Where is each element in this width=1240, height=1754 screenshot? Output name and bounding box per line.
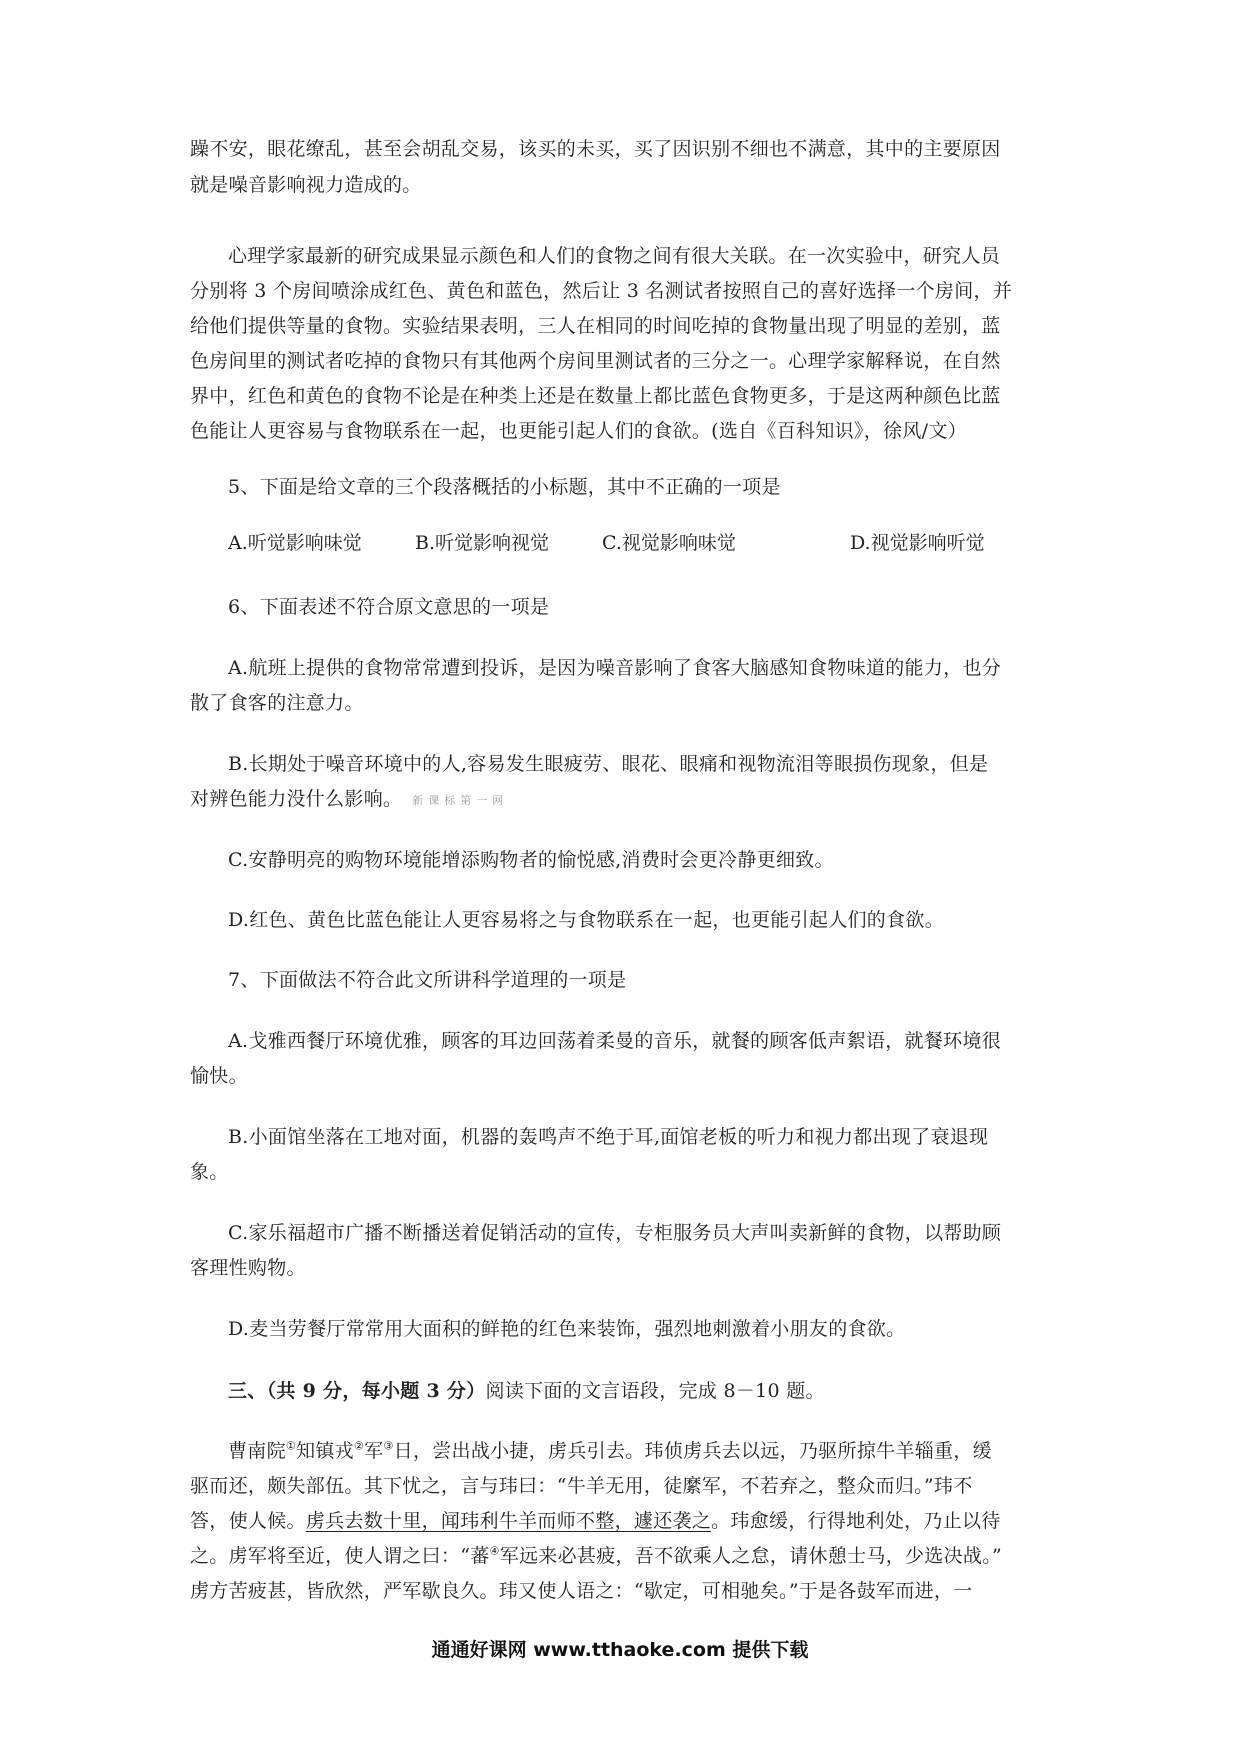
question-5-stem: 5、下面是给文章的三个段落概括的小标题，其中不正确的一项是 — [228, 476, 781, 498]
footnote-marker: ② — [353, 1439, 365, 1453]
text-line: 色房间里的测试者吃掉的食物只有其他两个房间里测试者的三分之一。心理学家解释说，在自然 — [190, 350, 1001, 372]
footnote-marker: ④ — [489, 1544, 500, 1558]
question-7-option-c: 客理性购物。 — [190, 1257, 306, 1279]
question-6-option-b: B.长期处于噪音环境中的人,容易发生眼疲劳、眼花、眼痛和视物流泪等眼损伤现象，但是 — [228, 753, 989, 775]
question-6-option-d: D.红色、黄色比蓝色能让人更容易将之与食物联系在一起，也更能引起人们的食欲。 — [228, 909, 944, 931]
classical-line: 虏方苦疲甚，皆欣然，严军歇良久。玮又使人语之：“歇定，可相驰矣。”于是各鼓军而进，一 — [190, 1580, 973, 1602]
footnote-marker: ③ — [383, 1439, 394, 1453]
text-line: 给他们提供等量的食物。实验结果表明，三人在相同的时间吃掉的食物量出现了明显的差别，蓝 — [190, 315, 1001, 337]
question-6-stem: 6、下面表述不符合原文意思的一项是 — [228, 596, 550, 618]
classical-text: 军 — [364, 1440, 384, 1462]
classical-text: 。玮愈缓，行得地利处，乃止以待 — [711, 1510, 1001, 1532]
classical-text: 日，尝出战小捷，虏兵引去。玮侦虏兵去以远，乃驱所掠牛羊辎重，缓 — [393, 1440, 992, 1462]
section-3-heading-rest: 阅读下面的文言语段，完成 8－10 题。 — [485, 1380, 825, 1402]
text-line: 色能让人更容易与食物联系在一起，也更能引起人们的食欲。(选自《百科知识》，徐风/文） — [190, 420, 967, 442]
option-b: B.听觉影响视觉 — [415, 532, 550, 554]
question-7-option-a: A.戈雅西餐厅环境优雅，顾客的耳边回荡着柔曼的音乐，就餐的顾客低声絮语，就餐环境很 — [228, 1030, 1002, 1052]
question-6-option-a: 散了食客的注意力。 — [190, 692, 364, 714]
question-7-option-d: D.麦当劳餐厅常常用大面积的鲜艳的红色来装饰，强烈地刺激着小朋友的食欲。 — [228, 1318, 906, 1340]
question-7-option-a: 愉快。 — [190, 1065, 248, 1087]
section-3-heading-bold: 三、（共 9 分，每小题 3 分） — [228, 1380, 486, 1402]
watermark: 新课标第一网 — [412, 793, 509, 807]
question-7-option-b: 象。 — [190, 1161, 229, 1183]
text-line: 分别将 3 个房间喷涂成红色、黄色和蓝色，然后让 3 名测试者按照自己的喜好选择一个房间，并 — [190, 280, 1013, 302]
classical-text: 知镇戎 — [296, 1440, 354, 1462]
option-c: C.视觉影响味觉 — [602, 532, 736, 554]
classical-text: 之。虏军将至近，使人谓之曰：“蕃 — [190, 1545, 490, 1567]
classical-line: 驱而还，颇失部伍。其下忧之，言与玮曰：“牛羊无用，徒縻军，不若弃之，整众而归。”玮不 — [190, 1475, 973, 1497]
page-footer: 通通好课网 www.tthaoke.com 提供下载 — [431, 1639, 809, 1661]
classical-text: 曹南院 — [228, 1440, 286, 1462]
option-d: D.视觉影响听觉 — [850, 532, 985, 554]
classical-text: 军远来必甚疲，吾不欲乘人之怠，请休憩士马，少选决战。” — [499, 1545, 1003, 1567]
question-7-option-c: C.家乐福超市广播不断播送着促销活动的宣传，专柜服务员大声叫卖新鲜的食物，以帮助顾 — [228, 1222, 1002, 1244]
text-line: 心理学家最新的研究成果显示颜色和人们的食物之间有很大关联。在一次实验中，研究人员 — [228, 245, 1001, 267]
question-6-option-a: A.航班上提供的食物常常遭到投诉，是因为噪音影响了食客大脑感知食物味道的能力，也分 — [228, 657, 1002, 679]
section-3-heading — [228, 1382, 825, 1401]
question-7-option-b: B.小面馆坐落在工地对面，机器的轰鸣声不绝于耳,面馆老板的听力和视力都出现了衰退现 — [228, 1126, 989, 1148]
text-line: 就是噪音影响视力造成的。 — [190, 174, 422, 196]
underlined-sentence: 虏兵去数十里，闻玮利牛羊而师不整，遽还袭之 — [305, 1510, 712, 1532]
text-line: 躁不安，眼花缭乱，甚至会胡乱交易，该买的未买，买了因识别不细也不满意，其中的主要原因 — [190, 138, 1001, 160]
classical-line — [228, 1439, 992, 1462]
option-a: A.听觉影响味觉 — [228, 532, 362, 554]
footnote-marker: ① — [285, 1439, 297, 1453]
question-6-option-b-text: 对辨色能力没什么影响。 — [190, 788, 403, 810]
text-line: 界中，红色和黄色的食物不论是在种类上还是在数量上都比蓝色食物更多，于是这两种颜色比蓝 — [190, 385, 1001, 407]
question-6-option-b — [190, 790, 508, 809]
question-6-option-c: C.安静明亮的购物环境能增添购物者的愉悦感,消费时会更冷静更细致。 — [228, 849, 834, 871]
classical-line — [190, 1512, 1001, 1531]
classical-text: 答，使人候。 — [190, 1510, 306, 1532]
question-7-stem: 7、下面做法不符合此文所讲科学道理的一项是 — [228, 969, 627, 991]
classical-line — [190, 1544, 1003, 1567]
